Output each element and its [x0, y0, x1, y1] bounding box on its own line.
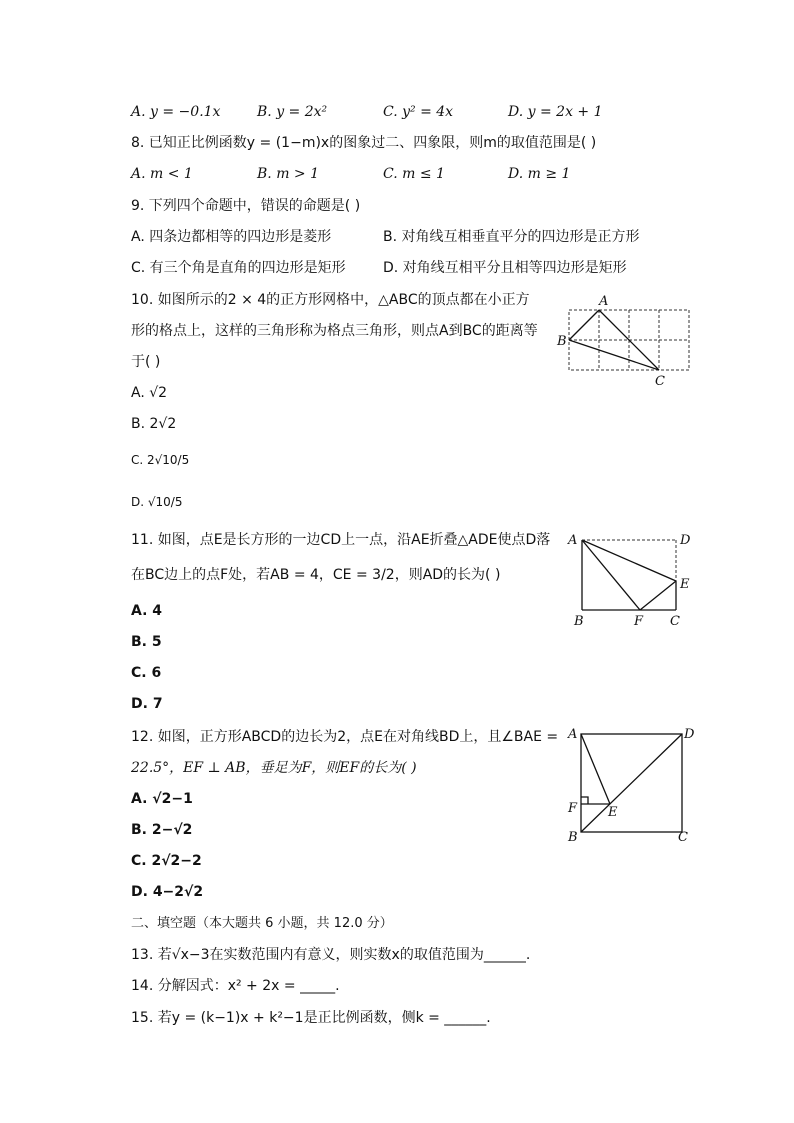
q8-option-b: B. m > 1 [257, 166, 320, 182]
q10-label-b: B [557, 334, 567, 349]
q12-stem-line1: 12. 如图，正方形ABCD的边长为2，点E在对角线BD上，且∠BAE = [131, 729, 559, 745]
q12-option-a: A. √2−1 [131, 791, 193, 807]
q12-line-ae [581, 734, 610, 804]
q10-option-b: B. 2√2 [131, 416, 177, 432]
q10-stem-line3: 于( ) [131, 354, 161, 370]
q11-label-f: F [634, 614, 644, 629]
q12-diagonal-bd [581, 734, 682, 832]
q7-option-a: A. y = −0.1x [131, 104, 221, 120]
q10-option-d: D. √10/5 [131, 495, 183, 509]
q9-option-c: C. 有三个角是直角的四边形是矩形 [131, 260, 346, 276]
q12-right-angle-mark [581, 797, 588, 804]
q12-option-b: B. 2−√2 [131, 822, 193, 838]
q13-stem: 13. 若√x−3在实数范围内有意义，则实数x的取值范围为______. [131, 947, 531, 963]
q10-stem-line2: 形的格点上，这样的三角形称为格点三角形，则点A到BC的距离等 [131, 323, 538, 339]
q11-line-fe [640, 581, 676, 610]
q10-option-a: A. √2 [131, 385, 168, 401]
q12-stem-line2: 22.5°，EF ⊥ AB，垂足为F，则EF的长为( ) [131, 760, 417, 776]
q11-option-b: B. 5 [131, 634, 162, 650]
q10-option-c: C. 2√10/5 [131, 453, 190, 467]
q11-label-a: A [568, 533, 578, 548]
q14-stem: 14. 分解因式：x² + 2x = _____. [131, 978, 340, 994]
q12-label-b: B [568, 830, 578, 845]
q8-option-a: A. m < 1 [131, 166, 193, 182]
q11-label-e: E [680, 577, 690, 592]
q11-label-d: D [680, 533, 691, 548]
q9-option-a: A. 四条边都相等的四边形是菱形 [131, 229, 332, 245]
q9-option-b: B. 对角线互相垂直平分的四边形是正方形 [383, 229, 640, 245]
q12-option-c: C. 2√2−2 [131, 853, 202, 869]
q10-label-a: A [599, 294, 609, 309]
q12-square-figure [562, 724, 702, 848]
q11-label-c: C [670, 614, 680, 629]
q12-label-f: F [568, 801, 578, 816]
q8-stem: 8. 已知正比例函数y = (1−m)x的图象过二、四象限，则m的取值范围是( ) [131, 135, 597, 151]
q11-stem-line2: 在BC边上的点F处，若AB = 4，CE = 3/2，则AD的长为( ) [131, 567, 501, 583]
q10-side-ab [569, 310, 599, 340]
q7-option-c: C. y² = 4x [383, 104, 454, 120]
q8-option-d: D. m ≥ 1 [508, 166, 571, 182]
q10-side-bc [569, 340, 659, 370]
q10-stem-line1: 10. 如图所示的2 × 4的正方形网格中，△ABC的顶点都在小正方 [131, 292, 530, 308]
q7-option-d: D. y = 2x + 1 [508, 104, 603, 120]
q11-rectangle-figure [562, 528, 702, 630]
q12-label-e: E [608, 805, 618, 820]
q11-stem-line1: 11. 如图，点E是长方形的一边CD上一点，沿AE折叠△ADE使点D落 [131, 532, 551, 548]
q9-option-d: D. 对角线互相平分且相等四边形是矩形 [383, 260, 627, 276]
q8-option-c: C. m ≤ 1 [383, 166, 445, 182]
q10-label-c: C [655, 374, 665, 389]
q7-option-b: B. y = 2x² [257, 104, 328, 120]
q15-stem: 15. 若y = (k−1)x + k²−1是正比例函数，侧k = ______. [131, 1010, 491, 1026]
q12-label-a: A [568, 727, 578, 742]
q11-option-c: C. 6 [131, 665, 162, 681]
q11-option-d: D. 7 [131, 696, 163, 712]
q11-line-af [582, 540, 640, 610]
q11-fold-ae [582, 540, 676, 581]
section-heading-fill-in: 二、填空题（本大题共 6 小题，共 12.0 分） [131, 916, 393, 931]
q11-label-b: B [574, 614, 584, 629]
q12-label-c: C [678, 830, 688, 845]
q11-option-a: A. 4 [131, 603, 163, 619]
q10-grid-figure [555, 290, 695, 390]
q9-stem: 9. 下列四个命题中，错误的命题是( ) [131, 198, 361, 214]
q12-option-d: D. 4−2√2 [131, 884, 204, 900]
q12-label-d: D [684, 727, 695, 742]
